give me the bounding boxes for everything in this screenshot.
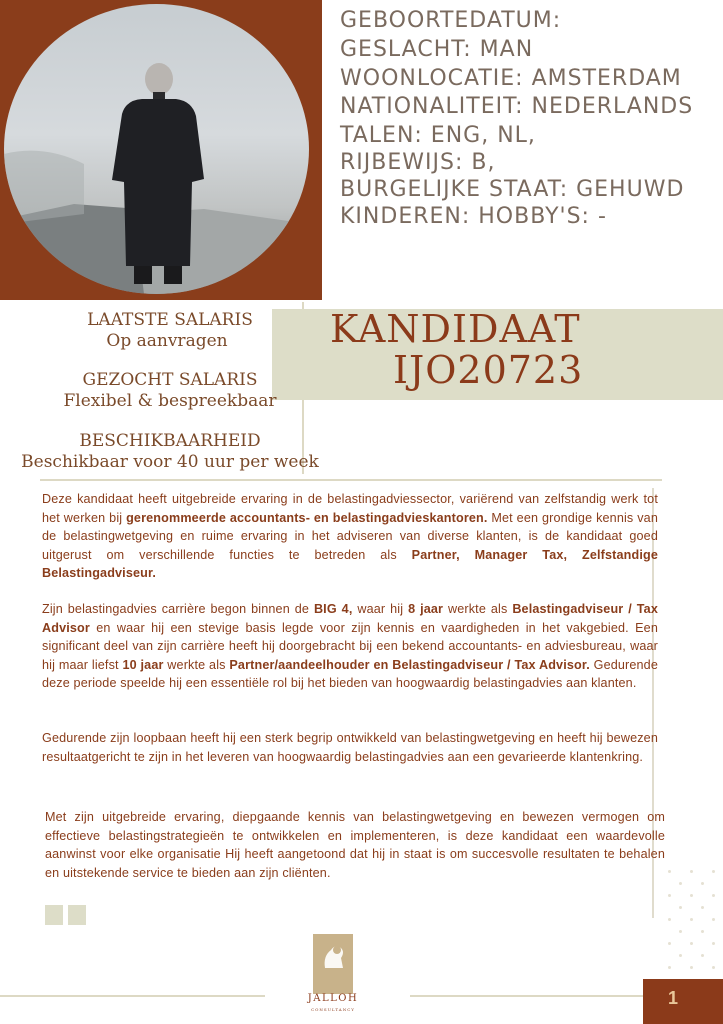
decorative-dot bbox=[690, 870, 693, 873]
decorative-square bbox=[45, 905, 63, 925]
bold-text: gerenommeerde accountants- en belastingadvieskantoren. bbox=[126, 510, 488, 525]
man-in-fog-illustration bbox=[4, 4, 309, 294]
bold-text: Partner/aandeelhouder en Belastingadviseur / Tax Advisor. bbox=[229, 657, 590, 672]
profile-line-languages: TALEN: ENG, NL, bbox=[340, 123, 536, 148]
logo-text: JALLOH bbox=[307, 993, 359, 1004]
paragraph-1 bbox=[42, 490, 658, 583]
decorative-square bbox=[68, 905, 86, 925]
availability-value: Beschikbaar voor 40 uur per week bbox=[21, 452, 319, 472]
profile-line-license: RIJBEWIJS: B, bbox=[340, 150, 496, 175]
decorative-dot bbox=[701, 930, 704, 933]
decorative-dot bbox=[679, 882, 682, 885]
last-salary-value: Op aanvragen bbox=[106, 331, 228, 351]
text-run: en waar hij een stevige basis legde voor zijn kennis en vaardigheden in het vakgebied. Een significant deel van zijn carrière heeft hij doorgebracht bij een bekend accountants- en adviesbureau, waar hij maar liefst bbox=[42, 620, 658, 672]
decorative-dot bbox=[668, 918, 671, 921]
decorative-dot bbox=[690, 966, 693, 969]
decorative-dot bbox=[679, 954, 682, 957]
decorative-dot bbox=[668, 894, 671, 897]
header-photo-block bbox=[0, 0, 322, 300]
text-run: Gedurende deze periode speelde hij een essentiële rol bij het bieden van hoogwaardig belastingadvies aan klanten. bbox=[42, 657, 658, 690]
availability-label: BESCHIKBAARHEID bbox=[79, 431, 261, 451]
candidate-photo bbox=[4, 4, 309, 294]
decorative-dot bbox=[668, 942, 671, 945]
decorative-dot bbox=[712, 918, 715, 921]
footer-line-left bbox=[0, 995, 265, 997]
decorative-dot bbox=[668, 966, 671, 969]
text-run: werkte als bbox=[163, 657, 230, 672]
decorative-dot bbox=[712, 942, 715, 945]
decorative-dot bbox=[690, 918, 693, 921]
paragraph-3: Gedurende zijn loopbaan heeft hij een sterk begrip ontwikkeld van belastingwetgeving en heeft hij bewezen resultaatgericht te zijn in het leveren van hoogwaardig belastingadvies aan een gevarieerde klantenkring. bbox=[42, 731, 658, 764]
candidate-code: IJO20723 bbox=[393, 348, 584, 392]
wanted-salary-value: Flexibel & bespreekbaar bbox=[63, 391, 277, 411]
bold-text: Belastingadviseur / Tax Advisor bbox=[42, 602, 658, 635]
text-run: werkte als bbox=[443, 602, 513, 616]
paragraph-2 bbox=[42, 600, 658, 693]
footer-line-right bbox=[410, 995, 645, 997]
page-number: 1 bbox=[668, 988, 679, 1008]
decorative-dot bbox=[690, 894, 693, 897]
paragraph-4: Met zijn uitgebreide ervaring, diepgaande kennis van belastingwetgeving en bewezen vermogen om effectieve belastingstrategieën te ontwikkelen en implementeren, is deze kandidaat een waardevolle aanwinst voor elke organisatie Hij heeft aangetoond dat hij in staat is om succesvolle resultaten te behalen en uitstekende service te bieden aan zijn cliënten. bbox=[45, 810, 665, 880]
decorative-dot bbox=[701, 882, 704, 885]
text-run: Zijn belastingadvies carrière begon binnen de bbox=[42, 602, 314, 616]
text-run: Met een grondige kennis van de belastingwetgeving en ruime ervaring in het adviseren van diverse klanten, is de kandidaat goed uitgerust om verschillende functies te betreden als bbox=[42, 510, 658, 562]
logo-subtext: CONSULTANCY bbox=[311, 1007, 355, 1012]
profile-line-marital: BURGELIJKE STAAT: GEHUWD bbox=[340, 177, 685, 202]
decorative-dot bbox=[701, 906, 704, 909]
decorative-dot bbox=[712, 894, 715, 897]
bold-text: BIG 4, bbox=[313, 602, 353, 616]
profile-line-children: KINDEREN: HOBBY'S: - bbox=[340, 204, 607, 229]
wanted-salary-label: GEZOCHT SALARIS bbox=[82, 370, 258, 390]
bold-text: 8 jaar bbox=[408, 602, 444, 616]
profile-line-location: WOONLOCATIE: AMSTERDAM bbox=[340, 66, 682, 91]
text-run: Deze kandidaat heeft uitgebreide ervaring in de belastingadviessector, variërend van zelfstandig werk tot het werken bij bbox=[42, 492, 658, 525]
profile-line-birthdate: GEBOORTEDATUM: bbox=[340, 8, 562, 33]
decorative-dots bbox=[668, 870, 723, 980]
last-salary-label: LAATSTE SALARIS bbox=[87, 310, 253, 330]
bold-text: Partner, Manager Tax, Zelfstandige Belastingadviseur. bbox=[42, 547, 658, 580]
decorative-dot bbox=[668, 870, 671, 873]
decorative-dot bbox=[679, 930, 682, 933]
decorative-dot bbox=[712, 966, 715, 969]
lion-icon bbox=[313, 934, 353, 978]
decorative-dot bbox=[701, 954, 704, 957]
profile-line-gender: GESLACHT: MAN bbox=[340, 37, 534, 62]
text-run: waar hij bbox=[352, 602, 409, 616]
horizontal-divider bbox=[40, 479, 662, 481]
decorative-dot bbox=[679, 906, 682, 909]
decorative-dot bbox=[690, 942, 693, 945]
candidate-title: KANDIDAAT bbox=[330, 307, 581, 351]
page-number-box bbox=[643, 979, 723, 1024]
logo-mark bbox=[313, 934, 353, 994]
decorative-dot bbox=[712, 870, 715, 873]
bold-text: 10 jaar bbox=[122, 657, 164, 672]
profile-line-nationality: NATIONALITEIT: NEDERLANDS bbox=[340, 94, 694, 119]
